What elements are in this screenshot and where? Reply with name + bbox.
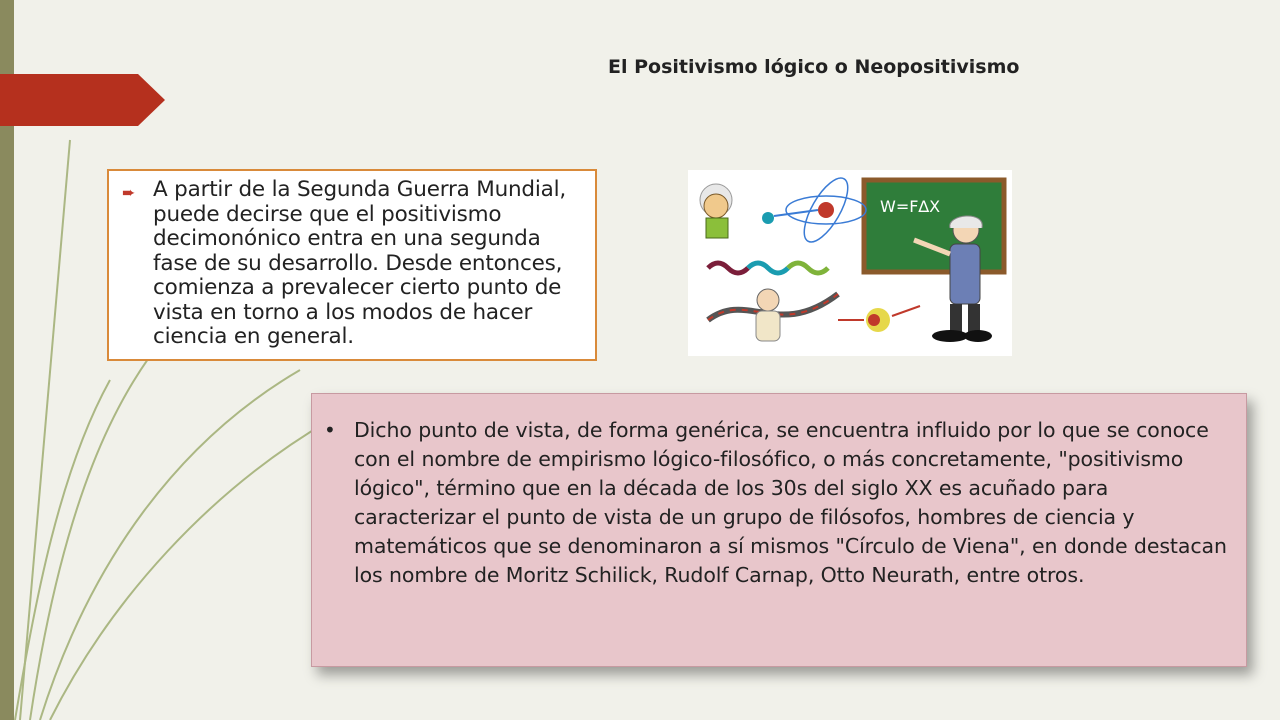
- title-arrow-tab: [0, 74, 165, 126]
- bullet-dot-icon: •: [324, 418, 336, 442]
- explanation-text-box: [311, 393, 1247, 667]
- science-cartoon-illustration: [688, 170, 1012, 356]
- intro-paragraph: A partir de la Segunda Guerra Mundial, puede decirse que el positivismo decimonónico entra en una segunda fase de su desarrollo. Desde entonces, comienza a prevalecer cierto punto de vista en torno a los modos de hacer ciencia en general.: [153, 177, 567, 349]
- board-formula: W=F∆X: [880, 197, 941, 216]
- intro-text-box: [107, 169, 597, 361]
- page-title: El Positivismo lógico o Neopositivismo: [608, 56, 1020, 78]
- arrow-bullet-icon: ➨: [122, 183, 136, 202]
- explanation-paragraph: Dicho punto de vista, de forma genérica, se encuentra influido por lo que se conoce con el nombre de empirismo lógico-filosófico, o más concretamente, "positivismo lógico", término que en la década de los 30s del siglo XX es acuñado para caracterizar el punto de vista de un grupo de filósofos, hombres de ciencia y matemáticos que se denominaron a sí mismos "Círculo de Viena", en donde destacan los nombre de Moritz Schilick, Rudolf Carnap, Otto Neurath, entre otros.: [354, 418, 1227, 587]
